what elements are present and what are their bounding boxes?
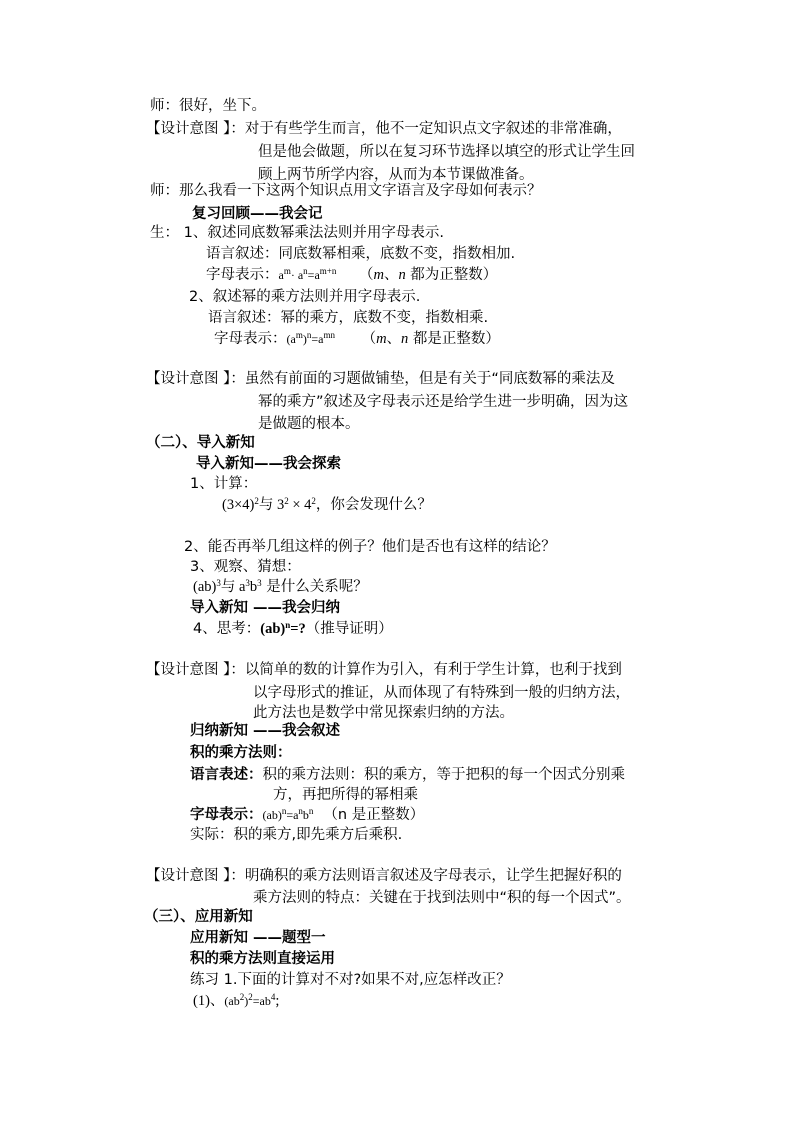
teacher-question: 师：那么我看一下这两个知识点用文字语言及字母如何表示？ (150, 183, 542, 199)
formula-line: $(3\times 4)^2$与 $3^2 \times 4^2$，你会发现什么？ (222, 496, 432, 513)
section-heading: （三）、应用新知 (144, 909, 253, 925)
formula-label: 字母表示： (206, 267, 279, 283)
formula: $(3\times 4)^2$与 $3^2 \times 4^2$ (222, 496, 316, 513)
exercise-item: 1、计算： (190, 476, 258, 492)
design-intent-line: 顾上两节所学内容，从而为本节课做准备。 (258, 167, 534, 183)
design-intent-paragraph: 【设计意图 】：对于有些学生而言，他不一定知识点文字叙述的非常准确， (146, 121, 622, 137)
design-intent-line: 是做题的根本。 (258, 416, 360, 432)
formula-line (206, 264, 497, 286)
verbal-statement: 语言叙述：同底数幂相乘，底数不变，指数相加. (206, 246, 516, 262)
formula-line: (ab)$^3$与 $a^3b^3$ 是什么关系呢？ (193, 578, 368, 595)
formula: $a^m\cdot a^n=a^{m+n}$ (278, 266, 337, 282)
formula-line (214, 328, 500, 350)
design-intent-line: 此方法也是数学中常见探索归纳的方法。 (253, 705, 514, 721)
formula-note: （m、n 都为正整数） (358, 267, 498, 283)
design-intent-line: 乘方法则的特点：关键在于找到法则中“积的每一个因式”。 (253, 890, 631, 906)
section-heading: （二）、导入新知 (146, 435, 255, 451)
formula: (ab)$^3$与 $a^3b^3$ (193, 578, 262, 595)
rule-practice: 实际：积的乘方,即先乘方后乘积. (190, 827, 403, 843)
formula-note: （m、n 都是正整数） (361, 331, 500, 347)
exercise-item: 3、观察、猜想： (190, 559, 301, 575)
rule-heading: 积的乘方法则： (190, 745, 292, 761)
exercise-item: 4、思考：(ab)$^n$=?（推导证明） (193, 620, 393, 637)
formula: $(ab^2)^2=ab^4$ (224, 992, 276, 1008)
student-item-1: 生： 1、叙述同底数幂乘法法则并用字母表示. (150, 225, 444, 241)
design-intent-line: 以字母形式的推证，从而体现了有特殊到一般的归纳方法， (253, 685, 630, 701)
verbal-statement: 语言叙述：幂的乘方，底数不变，指数相乘. (208, 310, 489, 326)
exercise-item: 2、能否再举几组这样的例子？他们是否也有这样的结论？ (184, 539, 556, 555)
design-intent-paragraph: 【设计意图 】：虽然有前面的习题做铺垫，但是有关于“同底数幂的乘法及 (146, 371, 615, 387)
design-intent-paragraph: 【设计意图 】：以简单的数的计算作为引入，有利于学生计算，也利于找到 (146, 662, 622, 678)
design-intent-line: 但是他会做题，所以在复习环节选择以填空的形式让学生回 (258, 144, 635, 160)
formula: $(ab)^n=a^nb^n$ (262, 806, 314, 822)
exercise-item: (1)、$(ab^2)^2=ab^4$; (193, 992, 280, 1009)
formula-label: 字母表示： (214, 331, 287, 347)
rule-verbal: 语言表述：积的乘方法则：积的乘方，等于把积的每一个因式分别乘 (190, 767, 625, 783)
section-subheading: 应用新知 ——题型一 (190, 930, 326, 946)
section-subheading: 归纳新知 ——我会叙述 (190, 723, 341, 739)
section-subheading: 积的乘方法则直接运用 (190, 951, 335, 967)
design-intent-paragraph: 【设计意图 】：明确积的乘方法则语言叙述及字母表示，让学生把握好积的 (146, 868, 622, 884)
rule-formula: 字母表示：$(ab)^n=a^nb^n$ （n 是正整数） (190, 806, 425, 823)
formula: $(a^m)^n=a^{mn}$ (286, 330, 335, 346)
exercise-prompt: 练习 1.下面的计算对不对?如果不对,应怎样改正？ (190, 972, 511, 988)
section-subheading: 导入新知 ——我会归纳 (190, 600, 341, 616)
student-item-2: 2、叙述幂的乘方法则并用字母表示. (189, 289, 421, 305)
rule-verbal-cont: 方，再把所得的幂相乘 (273, 787, 418, 803)
section-subheading: 导入新知——我会探索 (196, 456, 341, 472)
teacher-line: 师：很好，坐下。 (150, 98, 266, 114)
section-subheading: 复习回顾——我会记 (192, 206, 323, 222)
design-intent-line: 幂的乘方”叙述及字母表示还是给学生进一步明确，因为这 (258, 394, 629, 410)
